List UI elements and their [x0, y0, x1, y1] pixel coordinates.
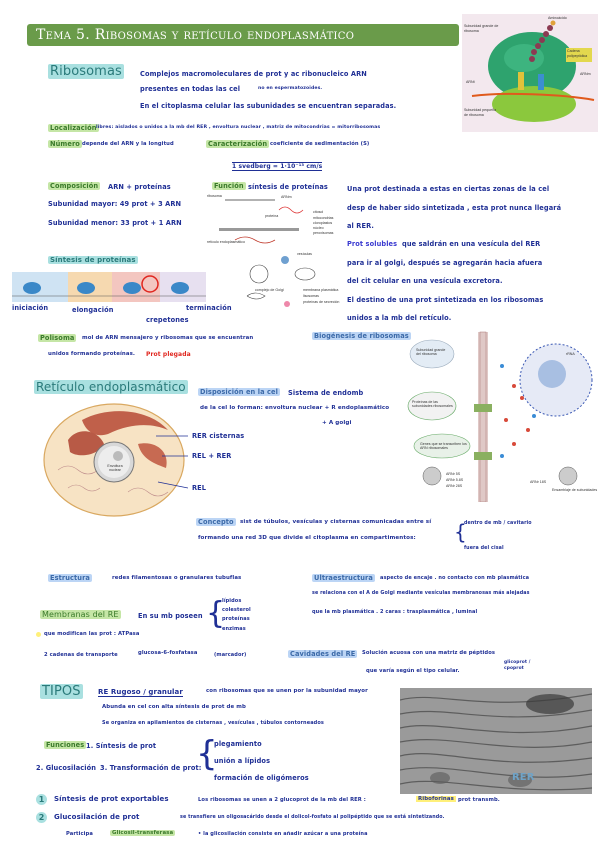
bio-label-3: Genes que se transcriben los ARN ribosomales — [420, 442, 467, 450]
ribosomas-def-line3: En el citoplasma celular las subunidades se encuentran separadas. — [140, 102, 397, 110]
func3-item-1: plegamiento — [214, 740, 262, 748]
bio-label-1: Proteínas de las subunidades ribosomales — [412, 400, 453, 408]
mini-label-citosol: citosol — [313, 210, 324, 214]
note-1-text: Los ribosomas se unen a 2 glucoprot de la mb del RER : — [198, 797, 366, 803]
sintesis-strip — [12, 272, 206, 302]
solubles-label: Prot solubles — [347, 240, 398, 248]
funcion-text: síntesis de proteínas — [248, 183, 328, 191]
page-title: Tema 5. Ribosomas y retículo endoplasmático — [36, 27, 355, 43]
ribosomas-def-line2b: no en espermatozoides. — [258, 86, 323, 91]
rer-text2: Abunda en cel con alta síntesis de prot de mb — [102, 704, 246, 710]
note-1-highlight: Riboforinas — [418, 796, 454, 802]
disposicion-text2: de la cel lo forman: envoltura nuclear + R endoplasmático — [200, 405, 390, 411]
label-cadena: Cadena polipeptídica — [567, 49, 588, 58]
composicion-label: Composición — [50, 182, 99, 190]
note-2b-label: Participa — [66, 831, 93, 837]
cell-figure — [38, 400, 188, 518]
rer-text3: Se organiza en apilamientos de cisternas , vesículas , túbulos contorneados — [102, 720, 324, 726]
cell-illustration — [38, 400, 188, 518]
glucosa-text: glucosa-6-fosfatasa — [138, 650, 198, 656]
numero-label: Número — [50, 140, 80, 148]
fig-label-rer: RER cisternas — [192, 432, 245, 440]
solubles-line5: unidos a la mb del retículo. — [347, 314, 452, 322]
biogenesis-label: Biogénesis de ribosomas — [314, 332, 409, 340]
crepetones-label: crepetones — [146, 316, 189, 324]
funcion-label: Función — [214, 182, 244, 190]
note-2-number: 2 — [36, 812, 47, 823]
cavidades-small: glicoprot / cpoprot — [504, 660, 531, 671]
rer-micrograph — [400, 688, 592, 794]
fig-label-rel-rer: REL + RER — [192, 452, 232, 460]
funciones-label: Funciones — [46, 741, 85, 749]
polisoma-label: Polisoma — [40, 334, 75, 342]
mem-proteinas: proteínas — [222, 616, 250, 622]
concepto-text2: formando una red 3D que divide el citoplasma en compartimentos: — [198, 535, 416, 541]
func3-brace: { — [196, 734, 218, 774]
bio-label-5: ARNr 5.8S — [446, 478, 464, 482]
numero-text: depende del ARN y la longitud — [82, 141, 174, 147]
concepto-label: Concepto — [198, 518, 234, 526]
func-3: 3. Transformación de prot: — [100, 764, 202, 772]
mem-colesterol: colesterol — [222, 607, 251, 613]
modifican-text: que modifican las prot : ATPasa — [44, 631, 140, 637]
label-arnt: ARNt — [466, 80, 475, 84]
step-terminacion: terminación — [186, 304, 232, 312]
mini-label-proteina: proteína — [265, 214, 279, 218]
mini-label-membrana: membrana plasmática — [303, 288, 339, 292]
tipos-heading: TIPOS — [42, 684, 81, 699]
bio-label-0: Subunidad grande del ribosoma — [416, 348, 446, 356]
disposicion-text3: + A golgi — [322, 420, 352, 426]
localizacion-label: Localización — [50, 124, 97, 132]
reticulo-heading: Retículo endoplasmático — [36, 380, 186, 394]
func3-item-3: formación de oligómeros — [214, 774, 309, 782]
solubles-line4: El destino de una prot sintetizada en los ribosomas — [347, 296, 544, 304]
func-2: 2. Glucosilación — [36, 764, 97, 772]
note-1-number: 1 — [36, 794, 47, 805]
note-2-label: Glucosilación de prot — [54, 813, 140, 821]
mini-label-peroxisomas: peroxisomas — [313, 231, 334, 235]
destino-line2: desp de haber sido sintetizada , esta prot nunca llegará — [347, 204, 562, 212]
micrograph-texture — [400, 688, 592, 794]
subunidad-menor: Subunidad menor: 33 prot + 1 ARN — [48, 219, 182, 227]
mem-lipidos: lípidos — [222, 598, 242, 604]
note-1-label: Síntesis de prot exportables — [54, 795, 169, 803]
concepto-a: dentro de mb / cavitario — [464, 521, 532, 526]
ribosome-figure — [462, 14, 598, 132]
membranas-label: Membranas del RE — [42, 610, 119, 619]
label-aminoacido: Aminoácido — [548, 16, 567, 20]
label-arnm: ARNm — [580, 72, 591, 76]
mini-label-lisosomas: lisosomas — [303, 294, 319, 298]
note-2b-text: • la glicosilación consiste en añadir azúcar a una proteína — [198, 831, 368, 837]
composicion-text: ARN + proteínas — [108, 183, 171, 191]
step-iniciacion: iniciación — [12, 304, 49, 312]
mem-enzimas: enzimas — [222, 626, 246, 632]
destino-line3: al RER. — [347, 222, 374, 230]
ultra-text: aspecto de encaje . no contacto con mb plasmática — [380, 575, 530, 581]
label-subunidad-grande: Subunidad grande de ribosoma — [464, 24, 499, 33]
mini-label-mitocondrias: mitocondrias — [313, 216, 334, 220]
ribosomas-def-line1: Complejos macromoleculares de prot y ac ribonucleico ARN — [140, 70, 367, 78]
mini-label-nucleo: núcleo — [313, 226, 324, 230]
mini-label-cloroplastos: cloroplastos — [313, 221, 333, 225]
cavidades-label: Cavidades del RE — [290, 650, 356, 658]
note-2-text: se transfiere un oligosacárido desde el dolicol-fosfato al polipéptido que se está sintetizando. — [180, 815, 445, 820]
caracterizacion-label: Caracterización — [208, 140, 268, 148]
svedberg-formula: 1 svedberg = 1·10⁻¹³ cm/s — [232, 163, 323, 170]
func3-item-2: unión a lípidos — [214, 757, 271, 765]
cavidades-text: Solución acuosa con una matriz de péptidos — [362, 650, 496, 656]
bio-label-4: ARNr 5S — [446, 472, 461, 476]
estructura-text: redes filamentosas o granulares tubuflas — [112, 575, 242, 581]
fig-label-rel: REL — [192, 484, 207, 492]
translation-steps-illustration — [12, 272, 206, 302]
solubles-line3: del cit celular en una vesícula excretora. — [347, 277, 503, 285]
concepto-b: fuera del cisal — [464, 546, 504, 551]
disposicion-label: Disposición en la cel — [200, 388, 278, 396]
micrograph-label: RER — [512, 772, 535, 783]
ultra-text2: se relaciona con el A de Golgi mediante vesículas membranosas más alejadas — [312, 591, 530, 596]
bio-label-8: Ensamblaje de subunidades — [552, 488, 598, 492]
concepto-text: sist de túbulos, vesículas y cisternas comunicadas entre sí — [240, 519, 432, 525]
bio-label-6: ARNr 28S — [446, 484, 463, 488]
membranas-text: En su mb poseen — [138, 612, 203, 620]
label-subunidad-pequena: Subunidad pequeña de ribosoma — [464, 108, 497, 117]
mini-label-vesiculas: vesículas — [297, 252, 312, 256]
cadenas-text: 2 cadenas de transporte — [44, 652, 118, 658]
prot-plegada: Prot plegada — [146, 351, 191, 358]
destino-line1: Una prot destinada a estas en ciertas zonas de la cel — [347, 185, 550, 193]
mini-label-re: retículo endoplasmático — [207, 240, 245, 244]
rer-label: RE Rugoso / granular — [98, 688, 183, 696]
ultra-text3: que la mb plasmática . 2 caras : trasplasmática , luminal — [312, 609, 478, 615]
ribosomas-def-line2: presentes en todas las cel — [140, 85, 241, 93]
step-elongacion: elongación — [72, 306, 114, 314]
disposicion-text: Sistema de endomb — [288, 389, 364, 397]
solubles-line2: para ir al golgi, después se agregarán hacia afuera — [347, 259, 543, 267]
mini-label-arnm: ARNm — [281, 195, 292, 199]
ultra-label: Ultraestructura — [314, 574, 373, 582]
estructura-label: Estructura — [50, 574, 90, 582]
sintesis-label: Síntesis de proteínas — [50, 256, 136, 264]
mini-label-ribosoma: ribosoma — [207, 194, 222, 198]
polisoma-text2: unidos formando proteínas. — [48, 351, 136, 357]
note-2b-highlight: Glicosil-transferasa — [112, 830, 174, 836]
bio-label-2: rRNA — [566, 352, 575, 356]
solubles-line1b: que saldrán en una vesícula del RER — [402, 240, 541, 248]
note-1-end: prot transmb. — [458, 797, 500, 803]
func-1: 1. Síntesis de prot — [86, 742, 157, 750]
mini-label-secrecion: proteínas de secreción — [303, 300, 340, 304]
subunidad-mayor: Subunidad mayor: 49 prot + 3 ARN — [48, 200, 182, 208]
cavidades-text2: que varía según el tipo celular. — [366, 668, 460, 674]
biogenesis-diagram — [402, 326, 596, 502]
protein-routing-diagram — [205, 192, 343, 320]
rer-text: con ribosomas que se unen por la subunidad mayor — [206, 688, 368, 694]
yellow-bullet — [36, 632, 41, 637]
concepto-brace: { — [454, 520, 467, 544]
ribosomas-heading: Ribosomas — [50, 64, 122, 79]
nucleus-label: Envoltura nuclear — [107, 464, 123, 472]
mini-label-golgi: complejo de Golgi — [255, 288, 284, 292]
localizacion-text: libres: aislados o unidos a la mb del RER , envoltura nuclear , matriz de mitocondrias = mitorribosomas — [96, 125, 381, 130]
bio-label-7: ARNr 18S — [530, 480, 547, 484]
caracterizacion-text: coeficiente de sedimentación (S) — [270, 141, 370, 147]
membranas-brace: { — [206, 596, 226, 631]
mem-marcador: (marcador) — [214, 652, 247, 658]
polisoma-text: mol de ARN mensajero y ribosomas que se encuentran — [82, 335, 254, 341]
